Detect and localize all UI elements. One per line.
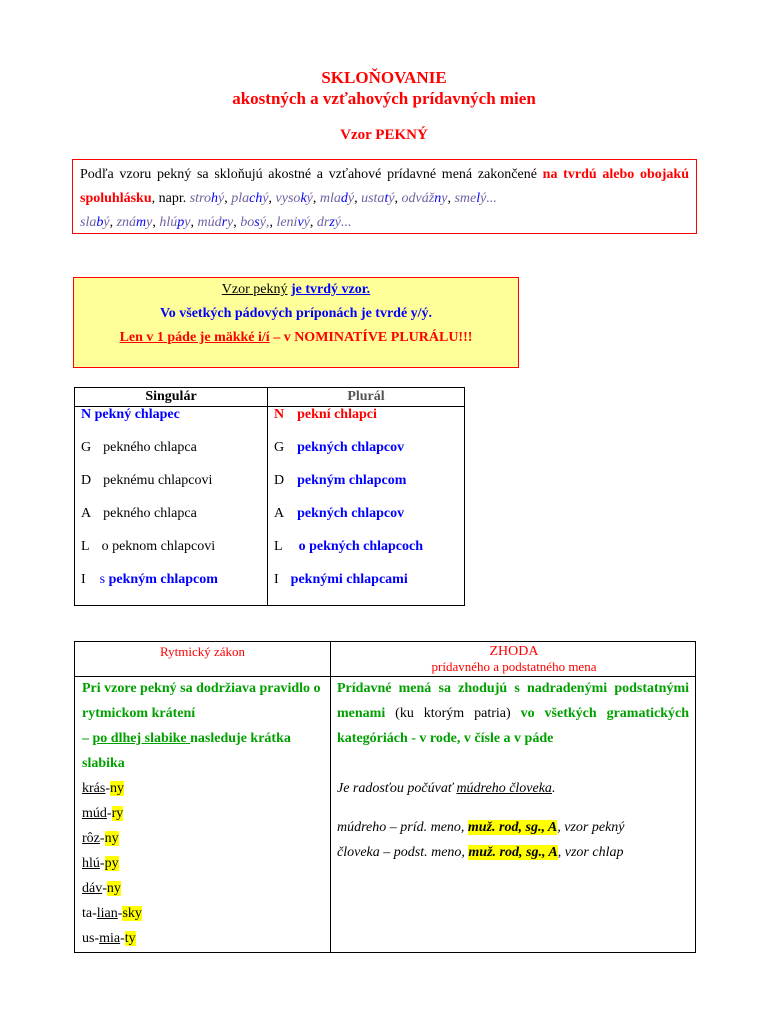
plural-row xyxy=(274,506,404,522)
example-ending: ý xyxy=(303,215,310,230)
example-adjective xyxy=(197,215,233,230)
syllable-dash: - xyxy=(99,856,105,871)
case-form: o peknom chlapcovi xyxy=(101,539,216,554)
example-stem: múd xyxy=(197,215,222,230)
syllable-short: ny xyxy=(106,881,121,896)
syllable-long: rôz xyxy=(82,831,100,846)
syllable-short: ny xyxy=(110,781,124,796)
analysis-line-2 xyxy=(337,840,689,865)
rhythm-rule xyxy=(82,676,322,776)
plural-row xyxy=(274,572,408,588)
syllable-example xyxy=(82,826,322,851)
case-letter: D xyxy=(274,473,285,488)
plural-row xyxy=(274,440,404,456)
example-ending: ý xyxy=(262,191,269,206)
case-form: pekných chlapcov xyxy=(297,440,405,455)
intro-text-end: , napr. xyxy=(151,191,187,206)
syllable-short: ty xyxy=(124,931,136,946)
case-letter: N xyxy=(274,407,285,422)
case-letter: D xyxy=(81,473,92,488)
singular-row xyxy=(81,407,180,423)
singular-column xyxy=(75,388,268,605)
agreement-rule xyxy=(337,676,689,751)
example-ending: ý... xyxy=(334,215,352,230)
syllable-long: lian xyxy=(96,906,118,921)
example-stem: sme xyxy=(454,191,477,206)
syllable-example xyxy=(82,901,322,926)
example-adjective xyxy=(454,191,496,206)
rule-line-3a: Len v 1 páde je mäkké i/í xyxy=(119,330,270,345)
example-ending: y xyxy=(184,215,191,230)
rhythm-rule-text: Pri vzore pekný sa dodržiava pravidlo o rytmickom krátení xyxy=(82,681,321,721)
syllable-short: py xyxy=(104,856,119,871)
example-ending: ý xyxy=(306,191,313,206)
example-consonant: n xyxy=(434,191,442,206)
analysis-1-end: , vzor pekný xyxy=(557,820,625,835)
example-ending: y xyxy=(441,191,448,206)
page-title: SKLOŇOVANIE xyxy=(321,68,447,87)
syllable-example xyxy=(82,801,322,826)
syllable-dash: - xyxy=(99,831,105,846)
singular-header: Singulár xyxy=(75,388,267,407)
case-form: pekných chlapcov xyxy=(297,506,405,521)
case-form: peknými chlapcami xyxy=(290,572,408,587)
example-adjective xyxy=(361,191,394,206)
analysis-1-text: múdreho – príd. meno, xyxy=(337,820,468,835)
example-adjective xyxy=(190,191,225,206)
case-form: pekným chlapcom xyxy=(297,473,407,488)
syllable-long: mia xyxy=(99,931,121,946)
example-ending: ý xyxy=(388,191,395,206)
rhythm-content xyxy=(82,676,322,951)
example-adjective xyxy=(276,191,313,206)
rule-line-2: Vo všetkých pádových príponách je tvrdé y/ý. xyxy=(159,306,433,321)
case-letter: A xyxy=(81,506,92,521)
agreement-header-title: ZHODA xyxy=(489,644,539,659)
syllable-dash: - xyxy=(105,781,110,796)
analysis-1-highlight: muž. rod, sg., A xyxy=(467,820,558,835)
case-letter: L xyxy=(81,539,90,554)
example-consonant: h xyxy=(211,191,218,206)
example-ending: ý xyxy=(347,191,355,206)
examples-line-1: strohý, plachý, vysoký, mladý, ustatý, odvážny, smelý... xyxy=(189,191,497,206)
example-adjective xyxy=(159,215,190,230)
example-consonant: t xyxy=(384,191,389,206)
case-form: pekného chlapca xyxy=(103,506,197,521)
pattern-title: Vzor PEKNÝ xyxy=(340,127,428,143)
rule-line-1a: Vzor pekný xyxy=(221,282,288,297)
case-form: pekný chlapec xyxy=(94,407,180,422)
example-adjective xyxy=(317,215,352,230)
example-stem: stro xyxy=(189,191,211,206)
rhythm-examples xyxy=(82,776,322,951)
example-consonant: l xyxy=(476,191,481,206)
example-consonant: z xyxy=(329,215,335,230)
syllable-example xyxy=(82,876,322,901)
example-ending: ý... xyxy=(480,191,497,206)
syllable-long: múd xyxy=(82,806,107,821)
example-consonant: s xyxy=(254,215,260,230)
agreement-content xyxy=(337,676,689,865)
syllable-dash: - xyxy=(117,906,123,921)
example-adjective xyxy=(117,215,153,230)
example-stem: vyso xyxy=(275,191,301,206)
singular-row xyxy=(81,539,215,555)
example-ending: y xyxy=(227,215,234,230)
plural-header: Plurál xyxy=(268,388,464,407)
example-stem: zná xyxy=(116,215,137,230)
example-stem: leni xyxy=(276,215,298,230)
example-ending: ý, xyxy=(259,215,270,230)
rule-line-1b: je tvrdý vzor. xyxy=(291,282,371,297)
syllable-dash: - xyxy=(102,881,107,896)
syllable-example xyxy=(82,926,322,951)
example-adjective xyxy=(80,215,110,230)
case-form: pekní chlapci xyxy=(297,407,377,422)
case-letter: A xyxy=(274,506,285,521)
example-stem: bo xyxy=(240,215,255,230)
syllable-dash: - xyxy=(120,931,125,946)
example-adjective xyxy=(276,215,309,230)
example-adjective xyxy=(320,191,354,206)
syllable-short: ny xyxy=(104,831,119,846)
example-sentence-end: . xyxy=(551,781,556,796)
rhythm-header: Rytmický zákon xyxy=(159,644,246,659)
syllable-long: dáv xyxy=(82,881,103,896)
plural-row xyxy=(274,407,377,423)
declension-table xyxy=(74,387,465,606)
example-adjective xyxy=(240,215,269,230)
example-stem: hlú xyxy=(159,215,178,230)
case-form: o pekných chlapcoch xyxy=(298,539,424,554)
rules-table xyxy=(74,641,696,953)
plural-row xyxy=(274,539,423,555)
syllable-short: ry xyxy=(111,806,124,821)
example-consonant: v xyxy=(297,215,304,230)
plural-row xyxy=(274,473,406,489)
agreement-header xyxy=(331,644,697,674)
agreement-rule-paren: (ku ktorým patria) xyxy=(385,706,521,721)
case-letter: L xyxy=(274,539,283,554)
example-consonant: r xyxy=(221,215,228,230)
example-consonant: b xyxy=(96,215,104,230)
examples-line-2: slabý, známy, hlúpy, múdry, bosý,, lenivý, drzý... xyxy=(80,215,352,230)
analysis-line-1 xyxy=(337,815,689,840)
singular-row xyxy=(81,572,218,588)
pattern-rule-box xyxy=(73,277,519,368)
example-consonant: d xyxy=(340,191,348,206)
case-letter: G xyxy=(274,440,285,455)
agreement-header-subtitle: prídavného a podstatného mena xyxy=(431,659,597,674)
example-stem: sla xyxy=(80,215,97,230)
example-sentence-phrase: múdreho človeka xyxy=(456,781,552,796)
intro-box xyxy=(72,159,697,234)
case-form: peknému chlapcovi xyxy=(103,473,213,488)
intro-highlight: na tvrdú alebo obojakú spoluhlásku xyxy=(80,167,690,206)
example-ending: ý xyxy=(103,215,110,230)
analysis-2-end: , vzor chlap xyxy=(557,845,624,860)
case-letter: I xyxy=(81,572,86,587)
example-stem: dr xyxy=(316,215,330,230)
example-ending: y xyxy=(146,215,153,230)
intro-text: Podľa vzoru pekný sa skloňujú akostné a vzťahové prídavné mená zakončené xyxy=(80,167,537,182)
example-sentence-text: Je radosťou počúvať xyxy=(337,781,457,796)
example-stem: pla xyxy=(231,191,250,206)
case-form: pekného chlapca xyxy=(103,440,197,455)
example-sentence xyxy=(337,776,689,801)
example-ending: ý xyxy=(218,191,225,206)
syllable-example xyxy=(82,851,322,876)
agreement-rule-text: Prídavné mená sa zhodujú s nadradenými podstatnými menami xyxy=(337,681,689,721)
example-consonant: m xyxy=(136,215,147,230)
rhythm-underlined: po dlhej slabike xyxy=(92,731,191,746)
example-stem: mla xyxy=(319,191,341,206)
example-consonant: k xyxy=(300,191,307,206)
syllable-short: sky xyxy=(122,906,142,921)
analysis-2-text: človeka – podst. meno, xyxy=(337,845,469,860)
plural-column xyxy=(268,388,464,605)
syllable-plain: ta- xyxy=(82,906,97,921)
syllable-long: hlú xyxy=(82,856,100,871)
rule-line-3b: – v NOMINATÍVE PLURÁLU!!! xyxy=(269,330,473,345)
example-stem: usta xyxy=(361,191,385,206)
rhythm-rule-text-2: nasleduje krátka slabika xyxy=(82,731,291,771)
singular-row xyxy=(81,506,197,522)
singular-row xyxy=(81,473,212,489)
syllable-plain: us- xyxy=(82,931,100,946)
page-subtitle: akostných a vzťahových prídavných mien xyxy=(232,89,536,108)
case-letter: I xyxy=(274,572,279,587)
example-adjective xyxy=(402,191,448,206)
syllable-dash: - xyxy=(106,806,112,821)
case-preposition: s xyxy=(85,572,109,587)
syllable-long: krás xyxy=(82,781,106,796)
example-adjective xyxy=(231,191,268,206)
case-letter: N xyxy=(81,407,95,422)
example-stem: odváž xyxy=(401,191,435,206)
rhythm-dash: – xyxy=(82,731,93,746)
case-form: pekným chlapcom xyxy=(108,572,218,587)
example-consonant: p xyxy=(177,215,185,230)
case-letter: G xyxy=(81,440,92,455)
agreement-rule-text-2: vo všetkých gramatických kategóriách - v rode, v čísle a v páde xyxy=(337,706,689,746)
syllable-example xyxy=(82,776,322,801)
singular-row xyxy=(81,440,197,456)
example-consonant: ch xyxy=(249,191,263,206)
analysis-2-highlight: muž. rod, sg., A xyxy=(468,845,558,860)
